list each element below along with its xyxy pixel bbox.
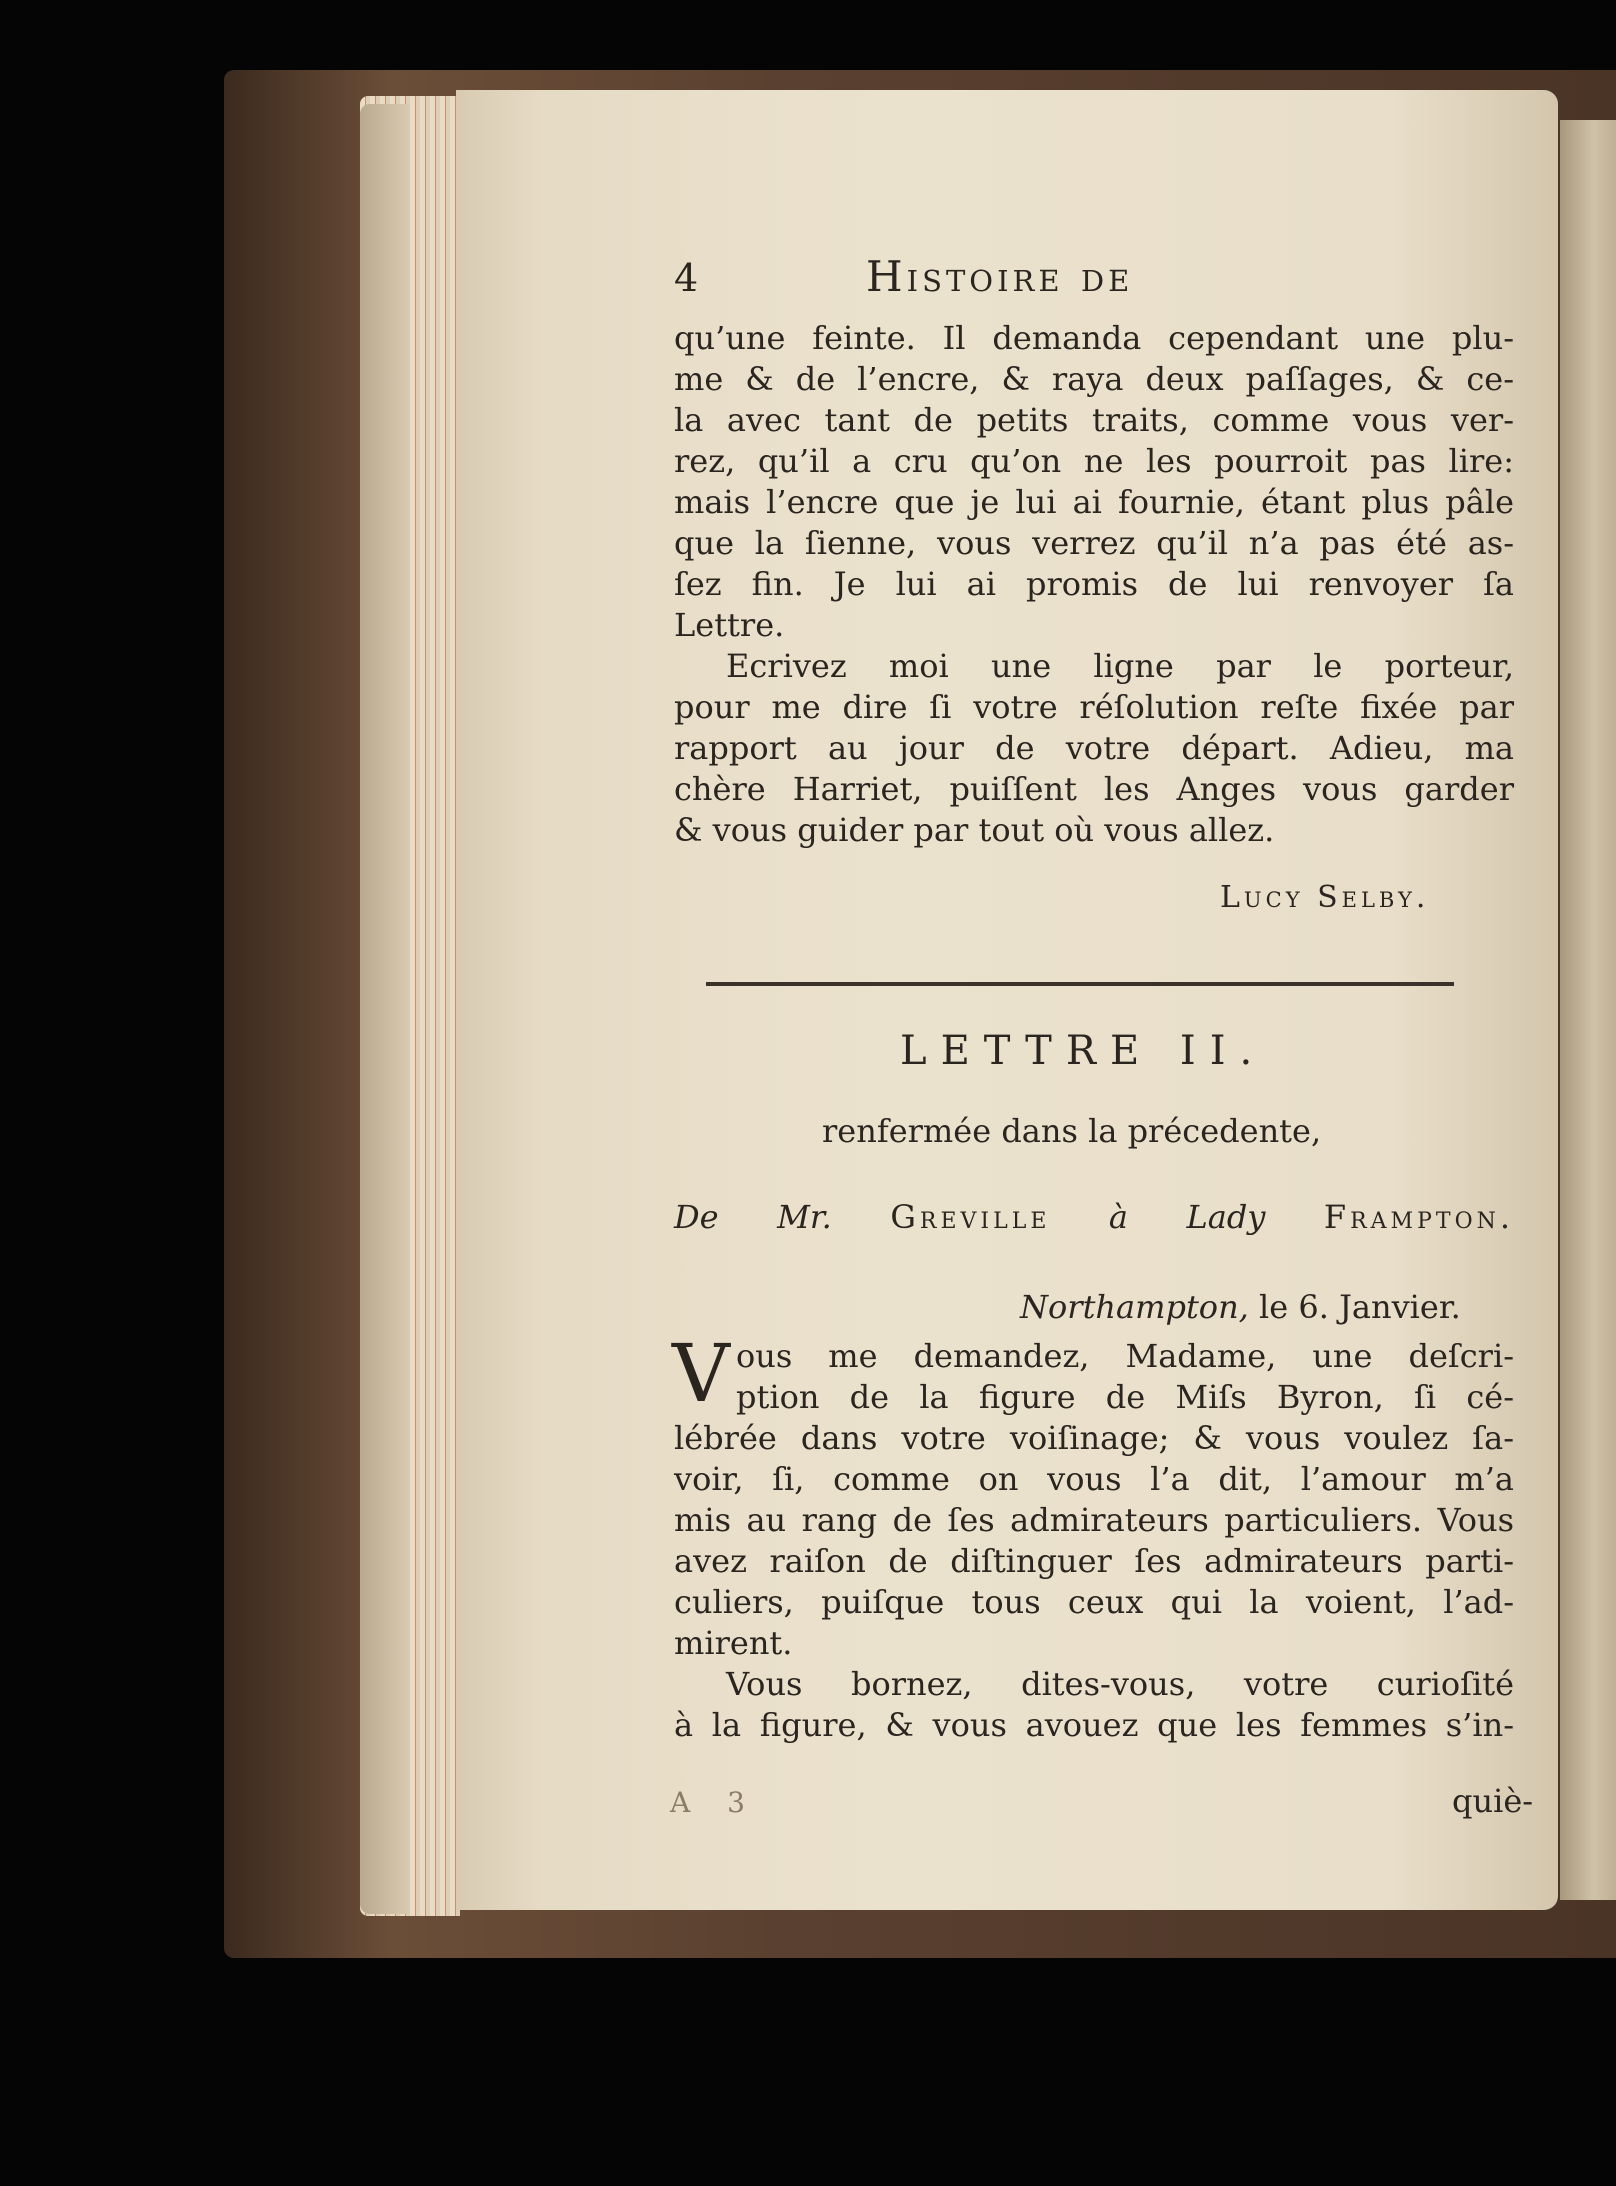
letter1-signature — [1220, 880, 1429, 915]
text-line: voir, ſi, comme on vous l’a dit, l’amour m’a — [674, 1460, 1514, 1498]
text-line: ſez fin. Je lui ai promis de lui renvoyer ſa — [674, 565, 1514, 603]
address-a: à — [1108, 1198, 1128, 1236]
page-number: 4 — [674, 256, 699, 300]
text-line: que la ſienne, vous verrez qu’il n’a pas été as- — [674, 524, 1514, 562]
dateline-date: le 6. Janvier. — [1259, 1288, 1461, 1326]
letter-heading: LETTRE II. — [900, 1028, 1267, 1074]
text-line: qu’une feinte. Il demanda cependant une plu- — [674, 319, 1514, 357]
text-line: chère Harriet, puiſſent les Anges vous garder — [674, 770, 1514, 808]
text-line: Ecrivez moi une ligne par le porteur, — [726, 647, 1514, 685]
section-divider — [706, 982, 1454, 986]
letter2-text — [672, 1327, 1514, 1746]
text-line: mais l’encre que je lui ai fournie, étant plus pâle — [674, 483, 1514, 521]
letter1-text — [674, 318, 1514, 851]
catchword: quiè- — [1452, 1782, 1534, 1820]
text-line: lébrée dans votre voiſinage; & vous voulez ſa- — [674, 1419, 1514, 1457]
text-line: Vous bornez, dites-vous, votre curioſité — [726, 1665, 1514, 1703]
text-line: mis au rang de ſes admirateurs particuliers. Vous — [674, 1501, 1514, 1539]
running-head — [866, 252, 1133, 301]
running-head-text: Histoire de — [866, 252, 1134, 301]
dateline-place: Northampton, — [1020, 1288, 1249, 1326]
signature-text: Lucy Selby. — [1220, 880, 1430, 915]
text-line: mirent. — [674, 1624, 793, 1662]
text-line: à la figure, & vous avouez que les femmes s’in- — [674, 1706, 1514, 1744]
text-line: ous me demandez, Madame, une deſcri- — [736, 1337, 1514, 1375]
drop-cap: V — [672, 1327, 730, 1420]
text-line: la avec tant de petits traits, comme vous ver- — [674, 401, 1514, 439]
text-line: & vous guider par tout où vous allez. — [674, 811, 1275, 849]
address-sender: Greville — [890, 1198, 1051, 1236]
address-recipient: Frampton. — [1323, 1198, 1515, 1236]
text-line: ption de la figure de Miſs Byron, ſi cé- — [736, 1378, 1514, 1416]
text-line: me & de l’encre, & raya deux paſſages, & ce- — [674, 360, 1514, 398]
facing-page-edge — [1560, 120, 1616, 1900]
text-line: culiers, puiſque tous ceux qui la voient, l’ad- — [674, 1583, 1514, 1621]
address-mr: Mr. — [777, 1198, 832, 1236]
signature-mark: A 3 — [670, 1786, 759, 1819]
text-line: Lettre. — [674, 606, 785, 644]
text-line: rez, qu’il a cru qu’on ne les pourroit pas lire: — [674, 442, 1514, 480]
dateline — [1020, 1288, 1461, 1326]
page-edge-shadow — [360, 104, 410, 1914]
letter-address — [674, 1198, 1514, 1236]
text-line: avez raiſon de diſtinguer ſes admirateurs parti- — [674, 1542, 1514, 1580]
text-line: rapport au jour de votre départ. Adieu, ma — [674, 729, 1514, 767]
text-line: pour me dire ſi votre réſolution reſte fixée par — [674, 688, 1514, 726]
address-de: De — [674, 1198, 719, 1236]
address-lady: Lady — [1186, 1198, 1266, 1236]
enclosed-note: renfermée dans la précedente, — [822, 1112, 1322, 1150]
